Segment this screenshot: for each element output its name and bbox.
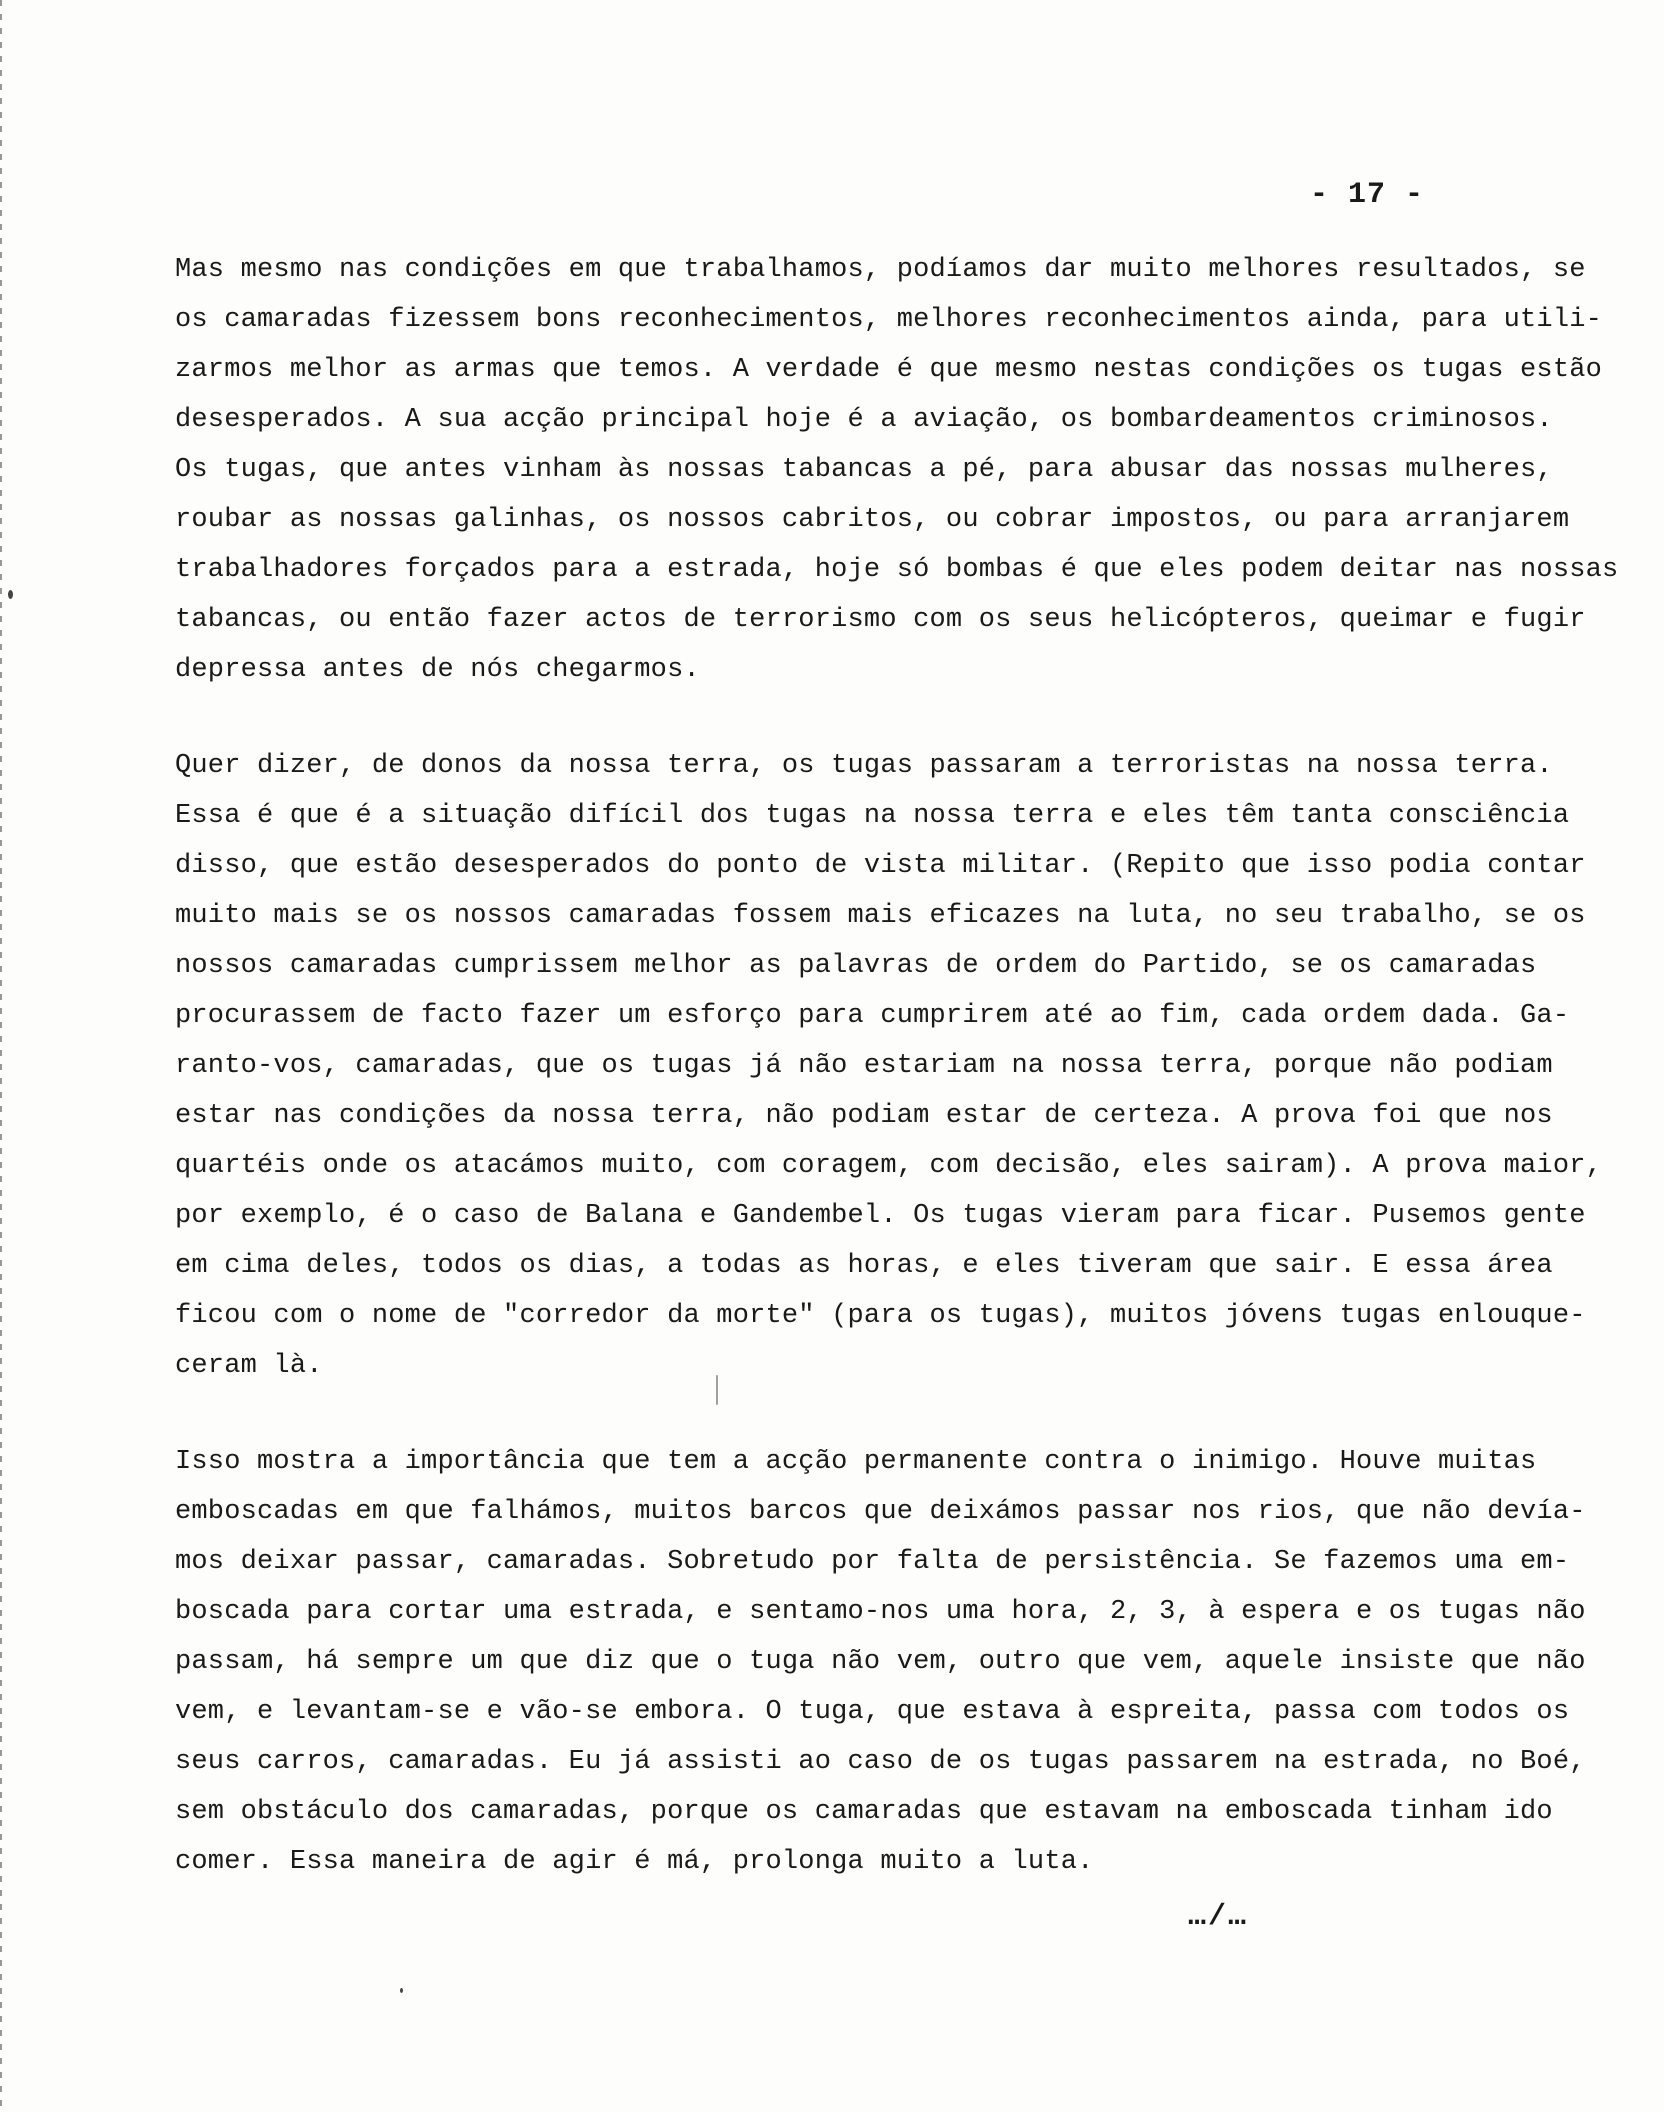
- text-line: Quer dizer, de donos da nossa terra, os tugas passaram a terroristas na nossa terra.: [175, 751, 1553, 781]
- text-line: quartéis onde os atacámos muito, com coragem, com decisão, eles sairam). A prova maior,: [175, 1151, 1603, 1181]
- text-line: boscada para cortar uma estrada, e sentamo-nos uma hora, 2, 3, à espera e os tugas não: [175, 1597, 1586, 1627]
- text-line: por exemplo, é o caso de Balana e Gandembel. Os tugas vieram para ficar. Pusemos gente: [175, 1201, 1586, 1231]
- paragraph-3: [175, 1437, 1586, 1887]
- text-line: ranto-vos, camaradas, que os tugas já não estariam na nossa terra, porque não podiam: [175, 1051, 1553, 1081]
- continuation-mark: …/…: [1188, 1900, 1249, 1934]
- text-line: passam, há sempre um que diz que o tuga não vem, outro que vem, aquele insiste que não: [175, 1647, 1586, 1677]
- text-line: em cima deles, todos os dias, a todas as horas, e eles tiveram que sair. E essa área: [175, 1251, 1553, 1281]
- text-line: disso, que estão desesperados do ponto de vista militar. (Repito que isso podia contar: [175, 851, 1586, 881]
- text-line: estar nas condições da nossa terra, não podiam estar de certeza. A prova foi que nos: [175, 1101, 1553, 1131]
- text-line: Essa é que é a situação difícil dos tugas na nossa terra e eles têm tanta consciência: [175, 801, 1570, 831]
- text-line: desesperados. A sua acção principal hoje é a aviação, os bombardeamentos criminosos.: [175, 405, 1553, 435]
- paragraph-2: [175, 741, 1603, 1391]
- text-line: sem obstáculo dos camaradas, porque os camaradas que estavam na emboscada tinham ido: [175, 1797, 1553, 1827]
- text-line: tabancas, ou então fazer actos de terrorismo com os seus helicópteros, queimar e fugir: [175, 605, 1586, 635]
- text-line: depressa antes de nós chegarmos.: [175, 655, 700, 685]
- paragraph-1: [175, 245, 1619, 695]
- text-line: os camaradas fizessem bons reconhecimentos, melhores reconhecimentos ainda, para utili-: [175, 305, 1603, 335]
- text-line: seus carros, camaradas. Eu já assisti ao caso de os tugas passarem na estrada, no Boé,: [175, 1747, 1586, 1777]
- scan-speck: [716, 1375, 718, 1405]
- text-line: muito mais se os nossos camaradas fossem mais eficazes na luta, no seu trabalho, se os: [175, 901, 1586, 931]
- text-line: trabalhadores forçados para a estrada, hoje só bombas é que eles podem deitar nas nossas: [175, 555, 1619, 585]
- text-line: ficou com o nome de "corredor da morte" (para os tugas), muitos jóvens tugas enlouque-: [175, 1301, 1586, 1331]
- scan-speck: [400, 1988, 403, 1993]
- text-line: Isso mostra a importância que tem a acção permanente contra o inimigo. Houve muitas: [175, 1447, 1537, 1477]
- scan-speck: [8, 590, 13, 599]
- text-line: procurassem de facto fazer um esforço para cumprirem até ao fim, cada ordem dada. Ga-: [175, 1001, 1570, 1031]
- text-line: nossos camaradas cumprissem melhor as palavras de ordem do Partido, se os camaradas: [175, 951, 1537, 981]
- text-line: roubar as nossas galinhas, os nossos cabritos, ou cobrar impostos, ou para arranjarem: [175, 505, 1570, 535]
- document-body: [175, 245, 1619, 1933]
- text-line: zarmos melhor as armas que temos. A verdade é que mesmo nestas condições os tugas estão: [175, 355, 1603, 385]
- text-line: comer. Essa maneira de agir é má, prolonga muito a luta.: [175, 1847, 1094, 1877]
- text-line: Os tugas, que antes vinham às nossas tabancas a pé, para abusar das nossas mulheres,: [175, 455, 1553, 485]
- text-line: vem, e levantam-se e vão-se embora. O tuga, que estava à espreita, passa com todos os: [175, 1697, 1570, 1727]
- scan-left-edge: [0, 0, 2, 2112]
- page-number: - 17 -: [1310, 178, 1425, 212]
- text-line: Mas mesmo nas condições em que trabalhamos, podíamos dar muito melhores resultados, se: [175, 255, 1586, 285]
- text-line: mos deixar passar, camaradas. Sobretudo por falta de persistência. Se fazemos uma em-: [175, 1547, 1570, 1577]
- text-line: ceram là.: [175, 1351, 323, 1381]
- text-line: emboscadas em que falhámos, muitos barcos que deixámos passar nos rios, que não devía-: [175, 1497, 1586, 1527]
